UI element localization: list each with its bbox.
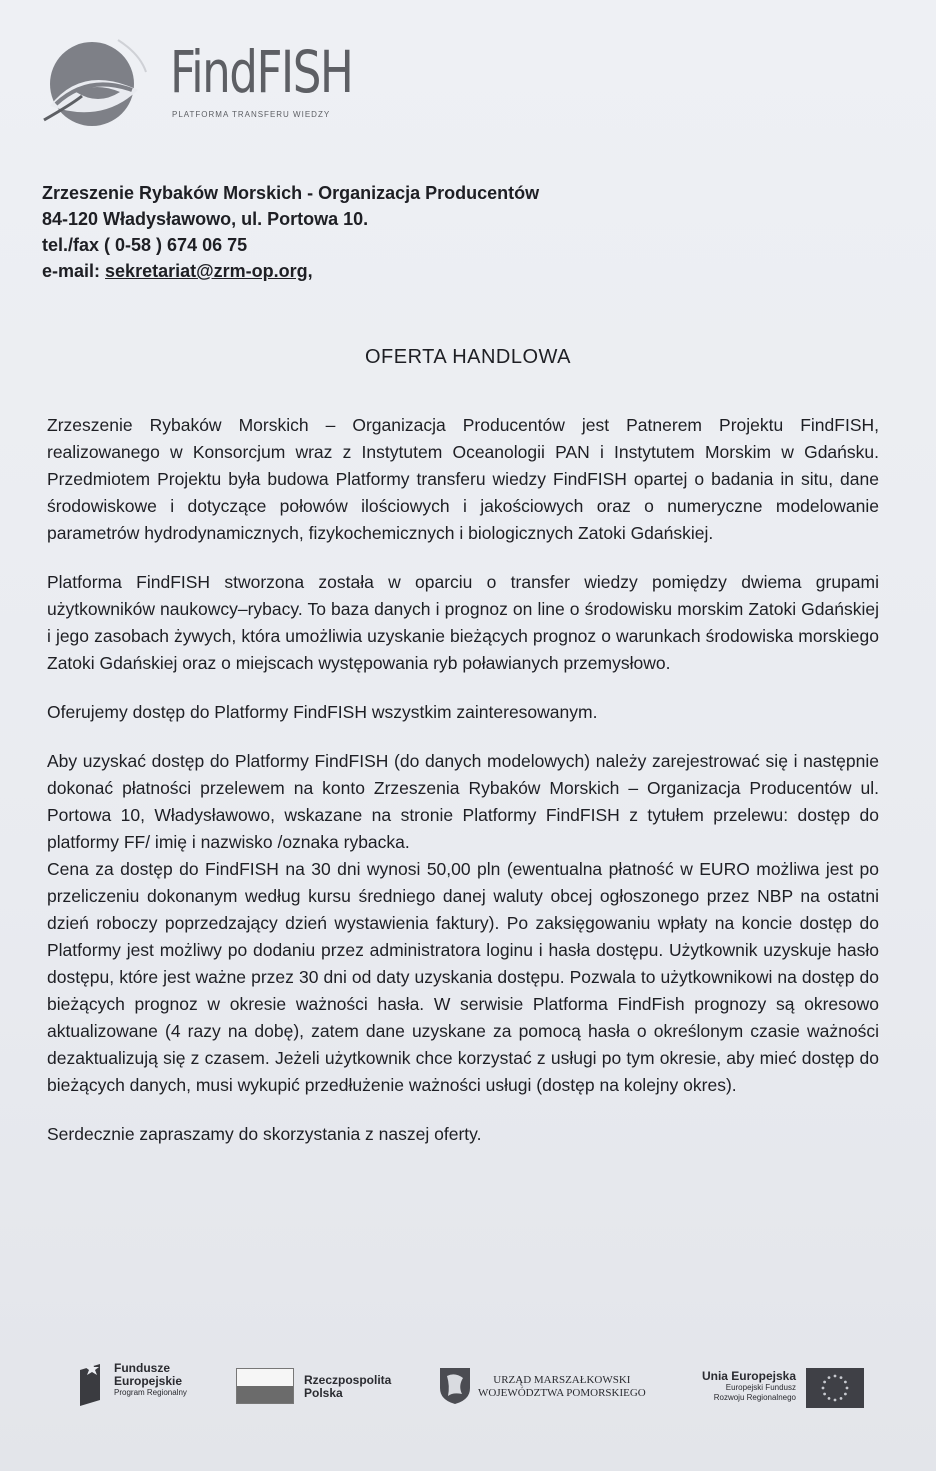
eu-star [823,1381,826,1384]
ue-line-3: Rozwoju Regionalnego [713,1393,796,1402]
paragraph-6: Serdecznie zapraszamy do skorzystania z naszej oferty. [47,1124,482,1144]
org-name: Zrzeszenie Rybaków Morskich - Organizacja Producentów [42,183,540,203]
document-title: OFERTA HANDLOWA [364,346,572,368]
um-line-1: URZĄD MARSZAŁKOWSKI [493,1374,631,1386]
fundusze-europejskie-logo [76,1356,216,1416]
ue-line-1: Unia Europejska [701,1369,796,1383]
paragraph-2: Platforma FindFISH stworzona została w oparciu o transfer wiedzy pomiędzy dwiema grupami użytkowników naukowcy–rybacy. To baza danych i prognoz on line o środowisku morskim Zatoki Gdańskiej i jego zasobach żywych, która umożliwia uzyskanie bieżących prognoz o warunkach środowiska morskiego Zatoki Gdańskiej oraz o miejscach występowania ryb poławianych przemysłowo. [47,572,879,673]
logo-subtitle: PLATFORMA TRANSFERU WIEDZY [172,110,331,119]
funding-logos-bar [76,1356,876,1416]
um-line-2: WOJEWÓDZTWA POMORSKIEGO [478,1387,646,1399]
eu-star [844,1381,847,1384]
eu-star [828,1397,831,1400]
email-suffix: , [307,261,313,281]
logo-wordmark: FindFISH [170,38,353,106]
eu-star [823,1393,826,1396]
fe-line-2: Europejskie [114,1374,183,1388]
fe-star-icon [76,1360,104,1406]
fish-circle-logo-icon [42,34,162,134]
eu-star [822,1387,825,1390]
rzeczpospolita-polska-label [304,1374,391,1434]
letter-body [47,412,879,1148]
pomorskie-coat-of-arms-icon [438,1366,472,1406]
fe-line-1: Fundusze [114,1361,170,1375]
paragraph-3: Oferujemy dostęp do Platformy FindFISH wszystkim zainteresowanym. [47,702,598,722]
rp-line-1: Rzeczpospolita [304,1373,392,1387]
eu-star [828,1376,831,1379]
findfish-logo [42,34,353,134]
eu-star [840,1376,843,1379]
ue-line-2: Europejski Fundusz [725,1383,796,1392]
eu-star [844,1393,847,1396]
paragraph-4: Aby uzyskać dostęp do Platformy FindFISH (do danych modelowych) należy zarejestrować się i następnie dokonać płatności przelewem na konto Zrzeszenia Rybaków Morskich – Organizacja Producentów ul. Portowa 10, Władysławowo, wskazane na stronie Platformy FindFISH z tytułem przelewu: dostęp do platformy FF/ imię i nazwisko /oznaka rybacka. [47,751,879,852]
eu-star [834,1375,837,1378]
urzad-marszalkowski-label [478,1374,646,1434]
sender-header [42,180,539,284]
org-address: 84-120 Władysławowo, ul. Portowa 10. [42,209,369,229]
eu-star [834,1399,837,1402]
org-email-line [42,258,539,284]
paragraph-5: Cena za dostęp do FindFISH na 30 dni wynosi 50,00 pln (ewentualna płatność w EURO możliwa jest po przeliczeniu dokonanym według kursu średniego danej waluty obcej ogłoszonego przez NBP na ostatni dzień roboczy poprzedzający dzień wystawienia faktury). Po zaksięgowaniu wpłaty na koncie dostęp do Platformy jest możliwy po dodaniu przez administratora loginu i hasła dostępu. Użytkownik uzyskuje hasło dostępu, które jest ważne przez 30 dni od daty uzyskania dostępu. Pozwala to użytkownikowi na dostęp do bieżących prognoz w okresie ważności hasła. W serwisie Platforma FindFish prognozy są okresowo aktualizowane (4 razy na dobę), zatem dane uzyskane za pomocą hasła o określonym czasie ważności dezaktualizują się z czasem. Jeżeli użytkownik chce korzystać z usługi po tym okresie, aby mieć dostęp do bieżących danych, musi wykupić przedłużenie ważności usługi (dostęp na kolejny okres). [47,859,879,1095]
email-label: e-mail: [42,261,106,281]
poland-flag-icon [236,1368,294,1404]
rp-line-2: Polska [304,1386,343,1400]
paragraph-1: Zrzeszenie Rybaków Morskich – Organizacja Producentów jest Patnerem Projektu FindFISH, realizowanego w Konsorcjum wraz z Instytutem Oceanologii PAN i Instytutem Morskim w Gdańsku. Przedmiotem Projektu była budowa Platformy transferu wiedzy FindFISH opartej o badania in situ, dane środowiskowe i dotyczące połowów ilościowych i jakościowych oraz o numeryczne modelowanie parametrów hydrodynamicznych, fizykochemicznych i biologicznych Zatoki Gdańskiej. [47,415,879,543]
org-phone: tel./fax ( 0-58 ) 674 06 75 [42,235,248,255]
eu-star [840,1397,843,1400]
eu-star [846,1387,849,1390]
eu-flag-icon [806,1368,864,1408]
email-link[interactable]: sekretariat@zrm-op.org [105,261,308,281]
fe-line-3: Program Regionalny [114,1388,187,1397]
unia-europejska-label [688,1370,796,1430]
